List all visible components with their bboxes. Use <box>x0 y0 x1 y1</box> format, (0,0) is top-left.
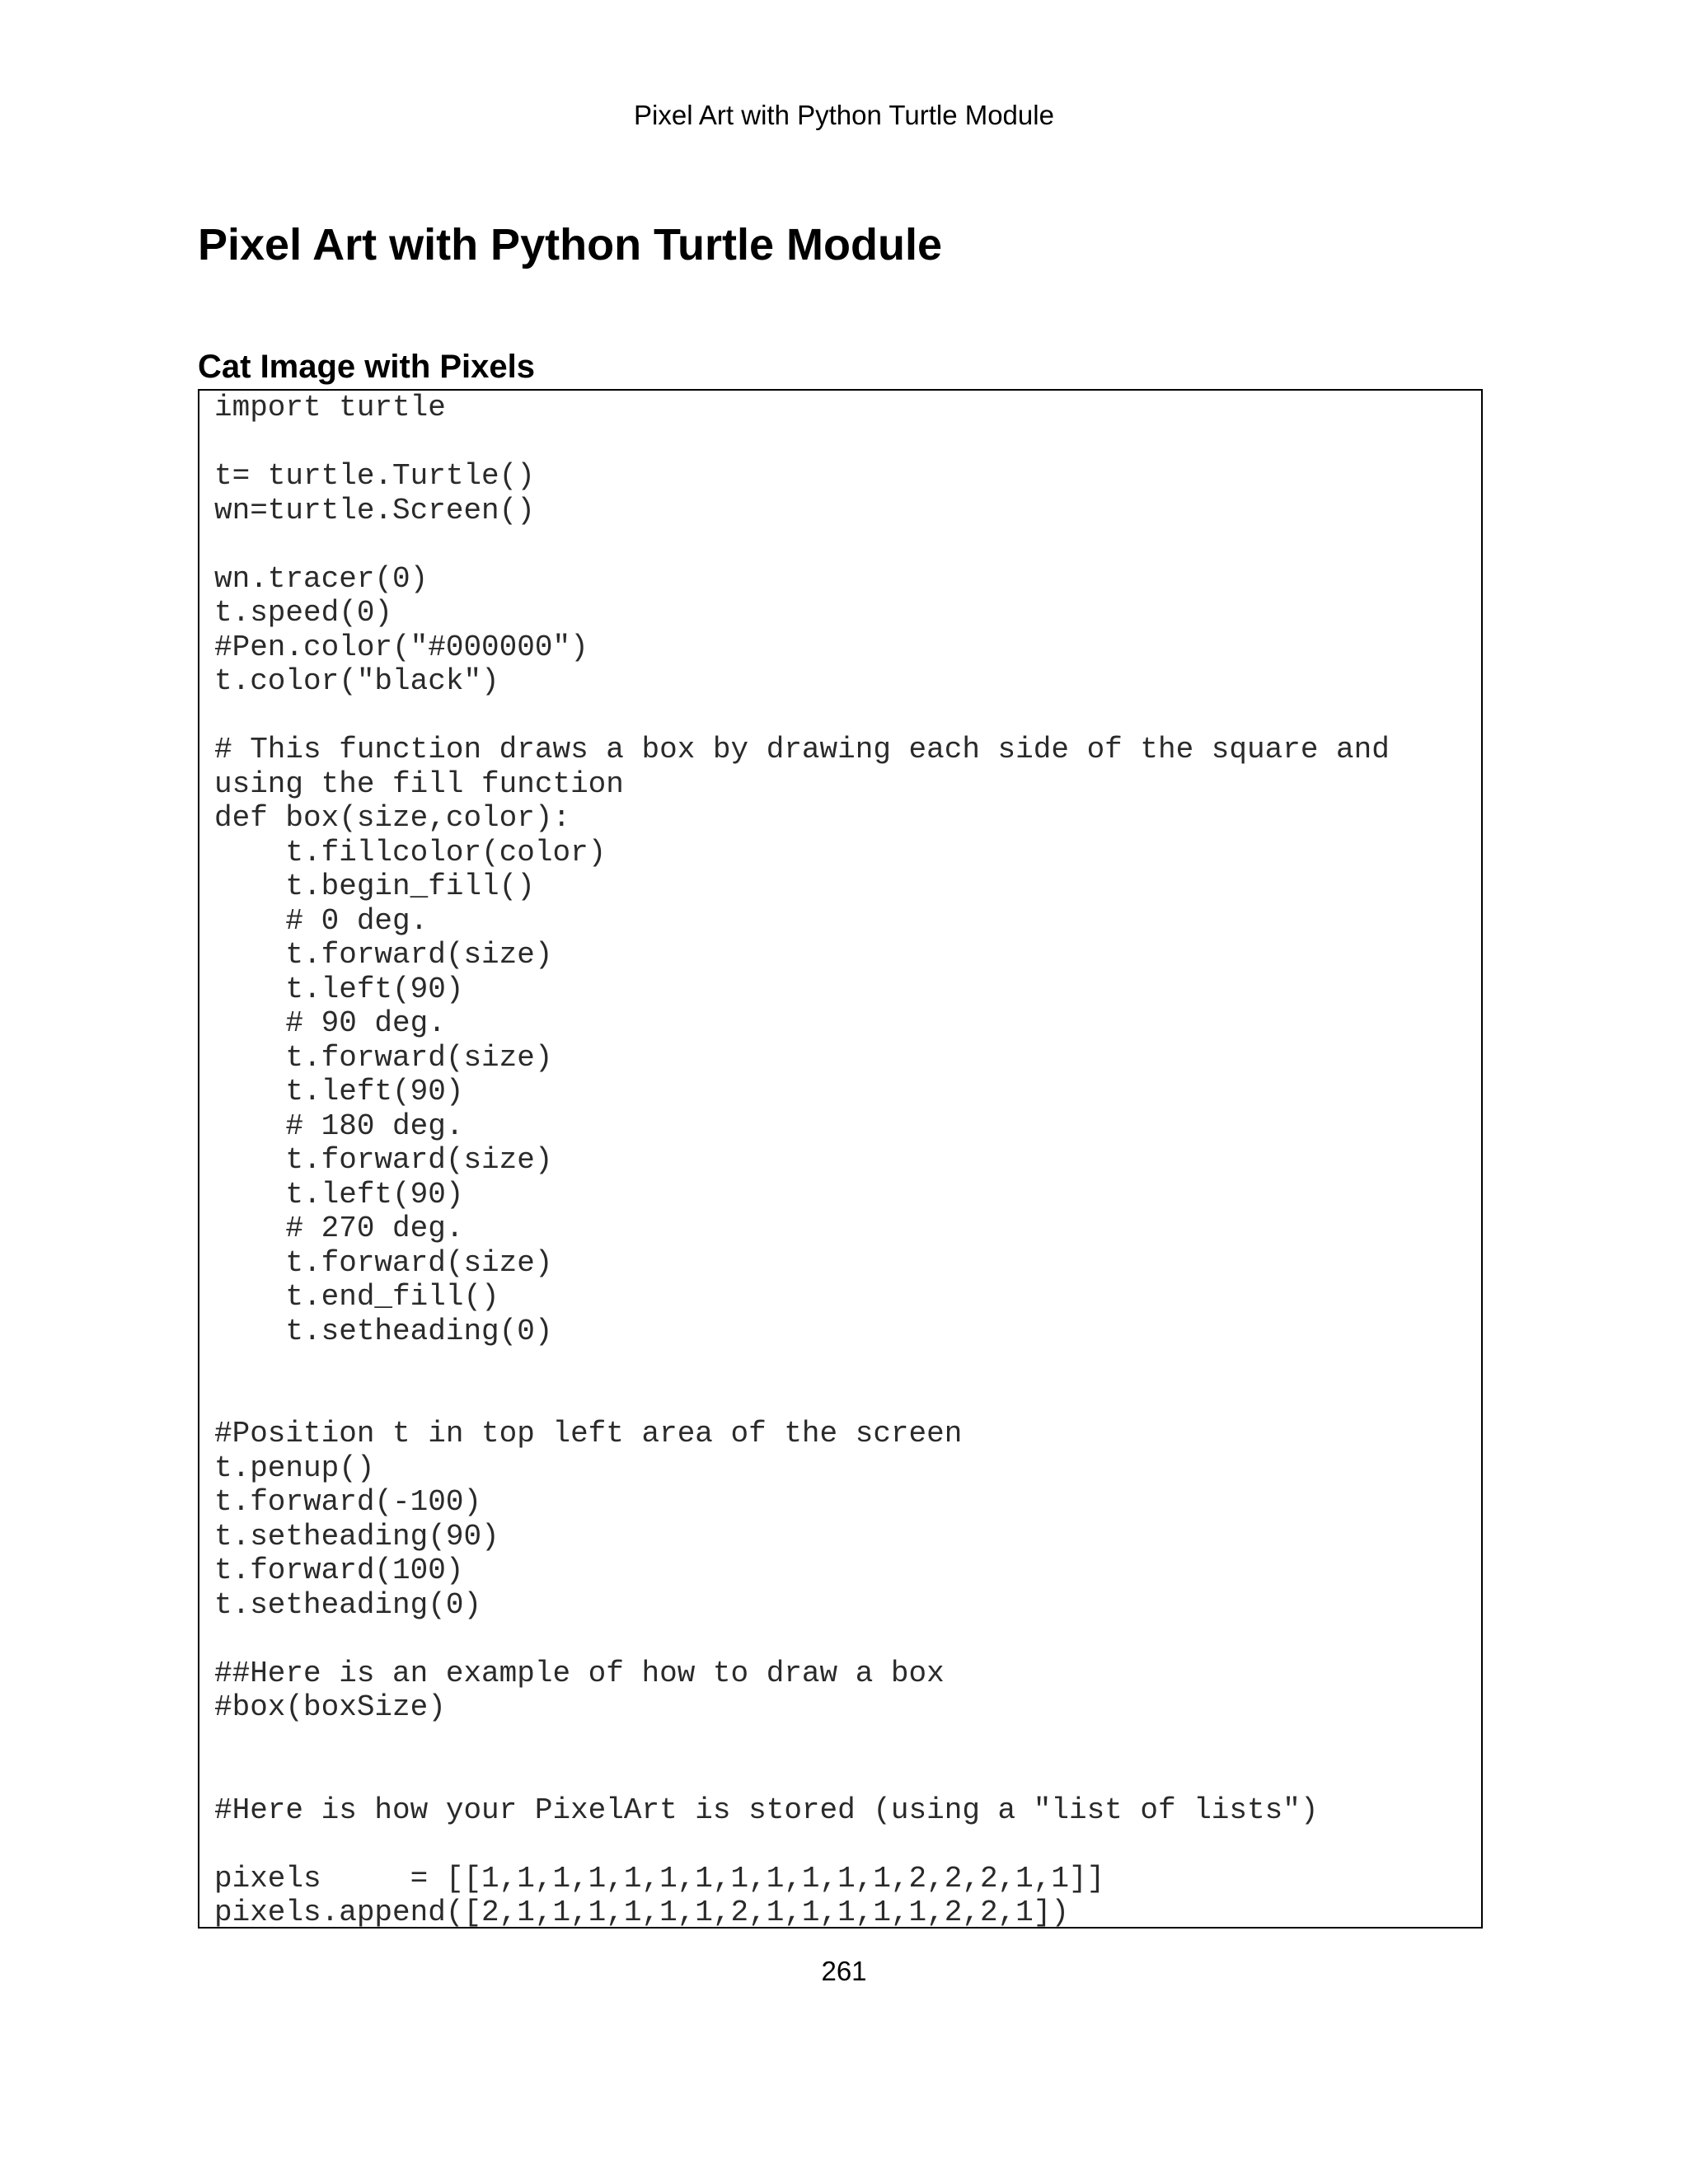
code-line: t.setheading(90) <box>214 1519 499 1554</box>
code-line: t.setheading(0) <box>214 1314 553 1348</box>
chapter-title: Pixel Art with Python Turtle Module <box>198 220 943 269</box>
code-line: #Pen.color("#000000") <box>214 630 588 664</box>
code-line: t.color("black") <box>214 664 499 698</box>
code-line: t.forward(100) <box>214 1554 464 1587</box>
code-line: t.setheading(0) <box>214 1587 482 1622</box>
code-line: t.speed(0) <box>214 596 393 630</box>
code-line: t.forward(size) <box>214 938 553 972</box>
code-line: ##Here is an example of how to draw a box <box>214 1656 945 1690</box>
code-line: t.forward(size) <box>214 1040 553 1075</box>
code-line: t.end_fill() <box>214 1280 499 1314</box>
code-line: import turtle <box>214 391 446 424</box>
code-line: # 270 deg. <box>214 1212 464 1245</box>
code-line: t.left(90) <box>214 1177 464 1212</box>
running-header: Pixel Art with Python Turtle Module <box>634 100 1054 130</box>
code-line: #box(boxSize) <box>214 1690 446 1724</box>
code-line: t.forward(size) <box>214 1245 553 1280</box>
code-line: pixels.append([2,1,1,1,1,1,1,2,1,1,1,1,1,2,2,1]) <box>214 1896 1069 1929</box>
code-line: t.left(90) <box>214 972 464 1006</box>
code-line: #Position t in top left area of the screen <box>214 1417 963 1451</box>
code-line: t.left(90) <box>214 1075 464 1108</box>
code-line: t.begin_fill() <box>214 869 535 903</box>
code-line: def box(size,color): <box>214 801 571 835</box>
code-line: # 180 deg. <box>214 1108 464 1143</box>
code-line: #Here is how your PixelArt is stored (using a "list of lists") <box>214 1793 1319 1827</box>
code-line: t.penup() <box>214 1451 375 1485</box>
code-line: t.fillcolor(color) <box>214 835 607 869</box>
code-line: using the fill function <box>214 766 624 801</box>
section-title: Cat Image with Pixels <box>198 349 536 385</box>
code-line: t.forward(size) <box>214 1143 553 1177</box>
page-number: 261 <box>821 1956 867 1986</box>
code-line: wn=turtle.Screen() <box>214 493 535 527</box>
code-line: t.forward(-100) <box>214 1485 482 1519</box>
code-listing <box>198 389 1483 1929</box>
code-line: t= turtle.Turtle() <box>214 459 535 493</box>
code-line: # 90 deg. <box>214 1006 446 1040</box>
code-line: wn.tracer(0) <box>214 561 429 596</box>
code-line: pixels = [[1,1,1,1,1,1,1,1,1,1,1,1,2,2,2,1,1]] <box>214 1861 1105 1896</box>
code-line: # 0 deg. <box>214 903 429 938</box>
code-line: # This function draws a box by drawing each side of the square and <box>214 733 1390 766</box>
